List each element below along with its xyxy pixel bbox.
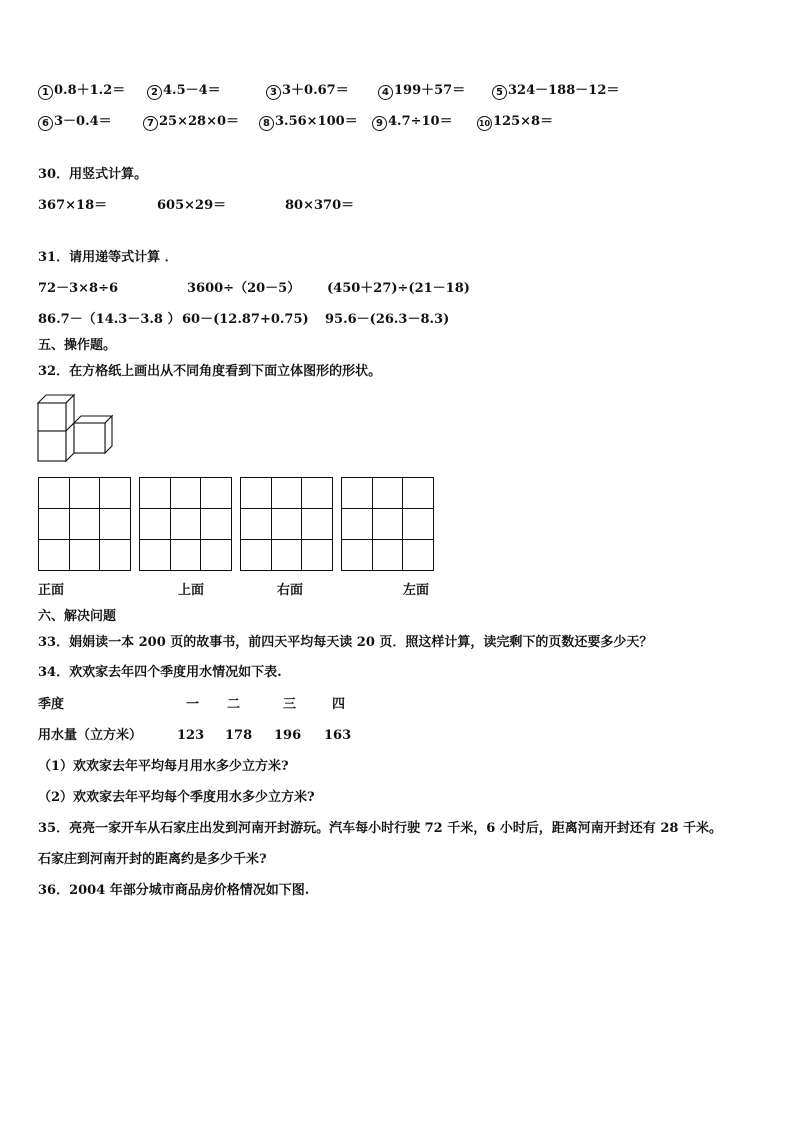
cube-figure — [36, 393, 116, 465]
oral-expr: 324－188－12＝ — [508, 83, 620, 98]
q31-item: 86.7－（14.3－3.8 ） — [38, 312, 181, 327]
oral-item-10 — [477, 113, 553, 131]
q34-quarter: 二 — [227, 697, 241, 712]
q34-header-label: 季度 — [38, 697, 65, 712]
q33-text: 33．娟娟读一本 200 页的故事书，前四天平均每天读 20 页．照这样计算，读完剩下的页数还要多少天？ — [38, 635, 653, 650]
q31-item: 72－3×8÷6 — [38, 281, 119, 296]
oral-item-9 — [372, 113, 453, 131]
oral-item-4 — [378, 82, 465, 100]
circled-number: 10 — [477, 116, 492, 131]
circled-number: 6 — [38, 116, 53, 131]
q34-sub2: （2）欢欢家去年平均每个季度用水多少立方米? — [38, 790, 315, 805]
q31-title: 31．请用递等式计算 ． — [38, 250, 178, 265]
circled-number: 4 — [378, 85, 393, 100]
q30-title: 30．用竖式计算。 — [38, 167, 148, 182]
circled-number: 8 — [259, 116, 274, 131]
oral-item-1 — [38, 82, 125, 100]
q34-quarter: 四 — [332, 697, 346, 712]
grid-left[interactable] — [341, 477, 434, 571]
oral-item-3 — [266, 82, 349, 100]
q31-item: 95.6－(26.3－8.3) — [325, 312, 450, 327]
q34-title: 34．欢欢家去年四个季度用水情况如下表. — [38, 665, 282, 680]
q34-sub1: （1）欢欢家去年平均每月用水多少立方米? — [38, 759, 289, 774]
section-five-heading: 五、操作题。 — [38, 338, 117, 353]
circled-number: 5 — [492, 85, 507, 100]
oral-expr: 125×8＝ — [493, 114, 554, 129]
section-six-heading: 六、解决问题 — [38, 609, 117, 624]
oral-expr: 25×28×0＝ — [159, 114, 240, 129]
oral-expr: 4.7÷10＝ — [388, 114, 453, 129]
circled-number: 1 — [38, 85, 53, 100]
q34-value: 163 — [324, 728, 352, 743]
oral-item-2 — [147, 82, 221, 100]
q31-item: 60－(12.87+0.75) — [182, 312, 309, 327]
oral-item-5 — [492, 82, 619, 100]
oral-item-8 — [259, 113, 358, 131]
oral-expr: 3＋0.67＝ — [282, 83, 349, 98]
q31-item: (450＋27)÷(21－18) — [327, 281, 470, 296]
q35-line2: 石家庄到河南开封的距离约是多少千米? — [38, 852, 267, 867]
label-front: 正面 — [38, 583, 65, 598]
oral-item-7 — [143, 113, 239, 131]
circled-number: 2 — [147, 85, 162, 100]
grid-right[interactable] — [240, 477, 333, 571]
oral-expr: 4.5－4＝ — [163, 83, 221, 98]
oral-expr: 3.56×100＝ — [275, 114, 358, 129]
q30-item: 605×29＝ — [157, 198, 227, 213]
q34-value: 196 — [274, 728, 302, 743]
grid-front[interactable] — [38, 477, 131, 571]
label-left: 左面 — [403, 583, 430, 598]
q34-row-label: 用水量（立方米） — [38, 728, 143, 743]
q34-quarter: 三 — [283, 697, 297, 712]
q34-value: 123 — [177, 728, 205, 743]
oral-expr: 199＋57＝ — [394, 83, 466, 98]
oral-expr: 0.8＋1.2＝ — [54, 83, 126, 98]
q34-value: 178 — [225, 728, 253, 743]
q30-item: 367×18＝ — [38, 198, 108, 213]
label-right: 右面 — [277, 583, 304, 598]
circled-number: 9 — [372, 116, 387, 131]
oral-item-6 — [38, 113, 112, 131]
q32-title: 32．在方格纸上画出从不同角度看到下面立体图形的形状。 — [38, 364, 382, 379]
q30-item: 80×370＝ — [285, 198, 355, 213]
circled-number: 7 — [143, 116, 158, 131]
label-top: 上面 — [178, 583, 205, 598]
q31-item: 3600÷（20－5） — [187, 281, 301, 296]
grid-top[interactable] — [139, 477, 232, 571]
circled-number: 3 — [266, 85, 281, 100]
q35-line1: 35．亮亮一家开车从石家庄出发到河南开封游玩。汽车每小时行驶 72 千米，6 小时后，距离河南开封还有 28 千米。 — [38, 821, 722, 836]
q36-text: 36．2004 年部分城市商品房价格情况如下图. — [38, 883, 310, 898]
oral-expr: 3－0.4＝ — [54, 114, 112, 129]
q34-quarter: 一 — [186, 697, 200, 712]
